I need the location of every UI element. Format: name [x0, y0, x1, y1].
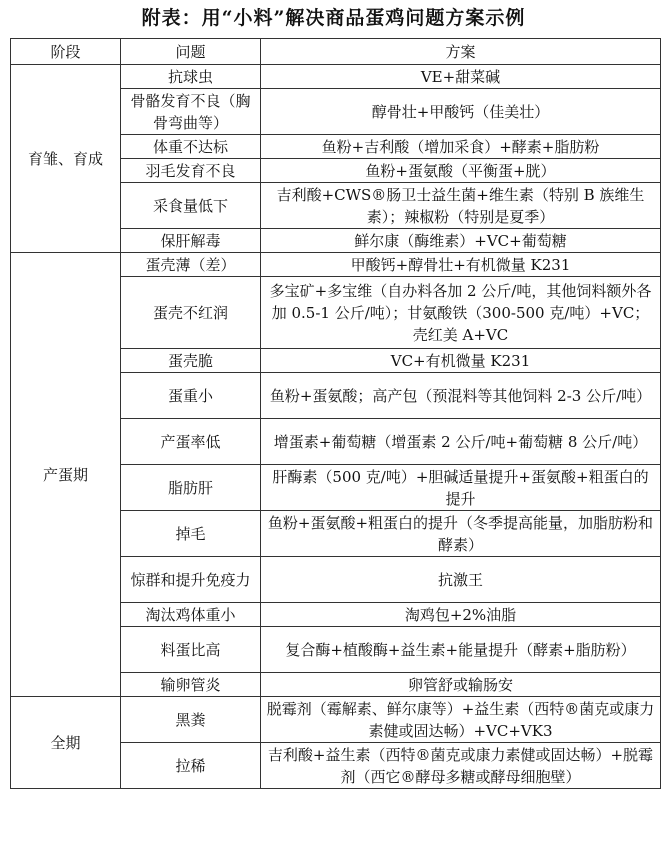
plan-cell: 增蛋素+葡萄糖（增蛋素 2 公斤/吨+葡萄糖 8 公斤/吨）	[261, 419, 661, 465]
plan-cell: 鱼粉+吉利酸（增加采食）+酵素+脂肪粉	[261, 135, 661, 159]
plan-cell: 吉利酸+益生素（西特®菌克或康力素健或固达畅）+脱霉剂（西它®酵母多糖或酵母细胞壁）	[261, 743, 661, 789]
issue-cell: 蛋壳薄（差）	[121, 253, 261, 277]
plan-cell: VE+甜菜碱	[261, 65, 661, 89]
issue-cell: 蛋壳脆	[121, 349, 261, 373]
table-header-row	[11, 39, 661, 65]
plan-cell: 醇骨壮+甲酸钙（佳美壮）	[261, 89, 661, 135]
stage-cell: 产蛋期	[11, 253, 121, 697]
plan-cell: 多宝矿+多宝维（自办料各加 2 公斤/吨，其他饲料额外各加 0.5-1 公斤/吨）；甘氨酸铁（300-500 克/吨）+VC；壳红美 A+VC	[261, 277, 661, 349]
solution-table	[10, 38, 661, 789]
plan-cell: 鱼粉+蛋氨酸+粗蛋白的提升（冬季提高能量，加脂肪粉和酵素）	[261, 511, 661, 557]
stage-cell: 全期	[11, 697, 121, 789]
header-stage: 阶段	[11, 39, 121, 65]
plan-cell: 卵管舒或输肠安	[261, 673, 661, 697]
table-row	[11, 253, 661, 277]
plan-cell: 复合酶+植酸酶+益生素+能量提升（酵素+脂肪粉）	[261, 627, 661, 673]
issue-cell: 掉毛	[121, 511, 261, 557]
issue-cell: 保肝解毒	[121, 229, 261, 253]
plan-cell: 脱霉剂（霉解素、鲜尔康等）+益生素（西特®菌克或康力素健或固达畅）+VC+VK3	[261, 697, 661, 743]
issue-cell: 输卵管炎	[121, 673, 261, 697]
issue-cell: 产蛋率低	[121, 419, 261, 465]
issue-cell: 蛋壳不红润	[121, 277, 261, 349]
plan-cell: 淘鸡包+2%油脂	[261, 603, 661, 627]
table-row	[11, 65, 661, 89]
plan-cell: 抗激王	[261, 557, 661, 603]
plan-cell: 鲜尔康（酶维素）+VC+葡萄糖	[261, 229, 661, 253]
issue-cell: 脂肪肝	[121, 465, 261, 511]
plan-cell: 鱼粉+蛋氨酸；高产包（预混料等其他饲料 2-3 公斤/吨）	[261, 373, 661, 419]
issue-cell: 采食量低下	[121, 183, 261, 229]
issue-cell: 骨骼发育不良（胸骨弯曲等）	[121, 89, 261, 135]
plan-cell: 甲酸钙+醇骨壮+有机微量 K231	[261, 253, 661, 277]
issue-cell: 料蛋比高	[121, 627, 261, 673]
issue-cell: 淘汰鸡体重小	[121, 603, 261, 627]
issue-cell: 体重不达标	[121, 135, 261, 159]
header-issue: 问题	[121, 39, 261, 65]
issue-cell: 黑粪	[121, 697, 261, 743]
issue-cell: 蛋重小	[121, 373, 261, 419]
table-row	[11, 697, 661, 743]
table-body	[11, 65, 661, 789]
plan-cell: 肝酶素（500 克/吨）+胆碱适量提升+蛋氨酸+粗蛋白的提升	[261, 465, 661, 511]
page-title: 附表：用“小料”解决商品蛋鸡问题方案示例	[141, 7, 526, 29]
issue-cell: 抗球虫	[121, 65, 261, 89]
issue-cell: 拉稀	[121, 743, 261, 789]
plan-cell: 吉利酸+CWS®肠卫士益生菌+维生素（特别 B 族维生素）；辣椒粉（特别是夏季）	[261, 183, 661, 229]
plan-cell: 鱼粉+蛋氨酸（平衡蛋+胱）	[261, 159, 661, 183]
issue-cell: 羽毛发育不良	[121, 159, 261, 183]
issue-cell: 惊群和提升免疫力	[121, 557, 261, 603]
plan-cell: VC+有机微量 K231	[261, 349, 661, 373]
stage-cell: 育雏、育成	[11, 65, 121, 253]
header-plan: 方案	[261, 39, 661, 65]
